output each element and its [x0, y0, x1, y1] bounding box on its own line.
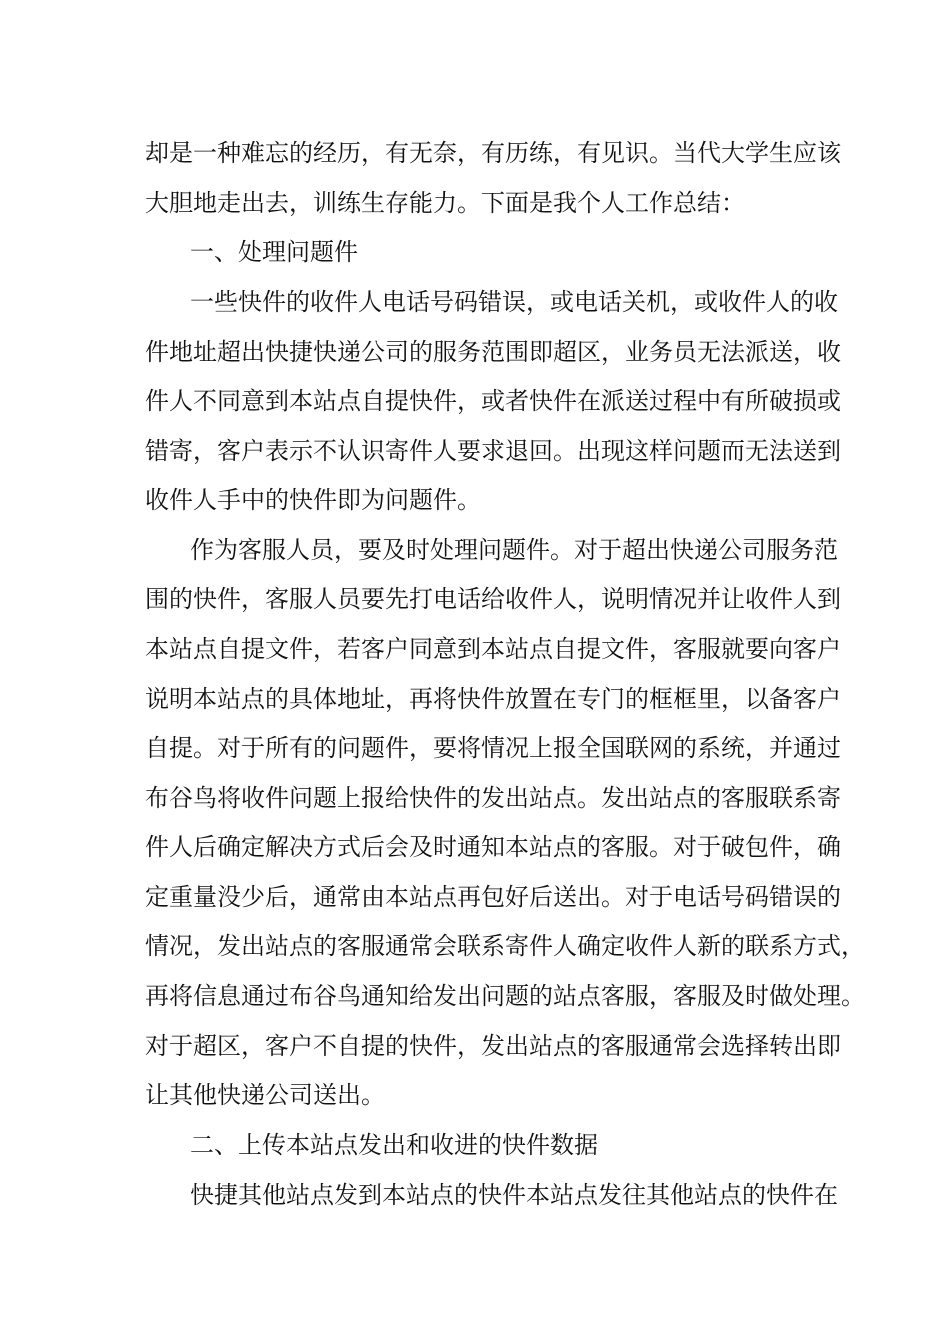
body-text-line: 错寄，客户表示不认识寄件人要求退回。出现这样问题而无法送到 — [145, 437, 841, 465]
body-text-line: 定重量没少后，通常由本站点再包好后送出。对于电话号码错误的 — [145, 883, 841, 911]
body-text-line: 说明本站点的具体地址，再将快件放置在专门的框框里，以备客户 — [145, 685, 841, 713]
body-text-line: 情况，发出站点的客服通常会联系寄件人确定收件人新的联系方式， — [145, 932, 865, 960]
body-text-line: 一些快件的收件人电话号码错误，或电话关机，或收件人的收 — [190, 288, 838, 316]
body-text-line: 让其他快递公司送出。 — [145, 1081, 385, 1109]
body-text-line: 件地址超出快捷快递公司的服务范围即超区，业务员无法派送，收 — [145, 338, 841, 366]
body-text-line: 快捷其他站点发到本站点的快件本站点发往其他站点的快件在 — [190, 1181, 838, 1209]
body-text-line: 件人不同意到本站点自提快件，或者快件在派送过程中有所破损或 — [145, 387, 841, 415]
body-text-line: 再将信息通过布谷鸟通知给发出问题的站点客服，客服及时做处理。 — [145, 982, 865, 1010]
section-heading-1: 一、处理问题件 — [190, 238, 358, 266]
body-text-line: 对于超区，客户不自提的快件，发出站点的客服通常会选择转出即 — [145, 1032, 841, 1060]
body-text-line: 本站点自提文件，若客户同意到本站点自提文件，客服就要向客户 — [145, 635, 841, 663]
section-heading-2: 二、上传本站点发出和收进的快件数据 — [190, 1131, 598, 1159]
body-text-line: 却是一种难忘的经历，有无奈，有历练，有见识。当代大学生应该 — [145, 139, 841, 167]
body-text-line: 作为客服人员，要及时处理问题件。对于超出快递公司服务范 — [190, 536, 838, 564]
body-text-line: 围的快件，客服人员要先打电话给收件人，说明情况并让收件人到 — [145, 585, 841, 613]
body-text-line: 布谷鸟将收件问题上报给快件的发出站点。发出站点的客服联系寄 — [145, 784, 841, 812]
body-text-line: 自提。对于所有的问题件，要将情况上报全国联网的系统，并通过 — [145, 734, 841, 762]
body-text-line: 收件人手中的快件即为问题件。 — [145, 486, 481, 514]
body-text-line: 大胆地走出去，训练生存能力。下面是我个人工作总结： — [145, 189, 745, 217]
body-text-line: 件人后确定解决方式后会及时通知本站点的客服。对于破包件，确 — [145, 833, 841, 861]
